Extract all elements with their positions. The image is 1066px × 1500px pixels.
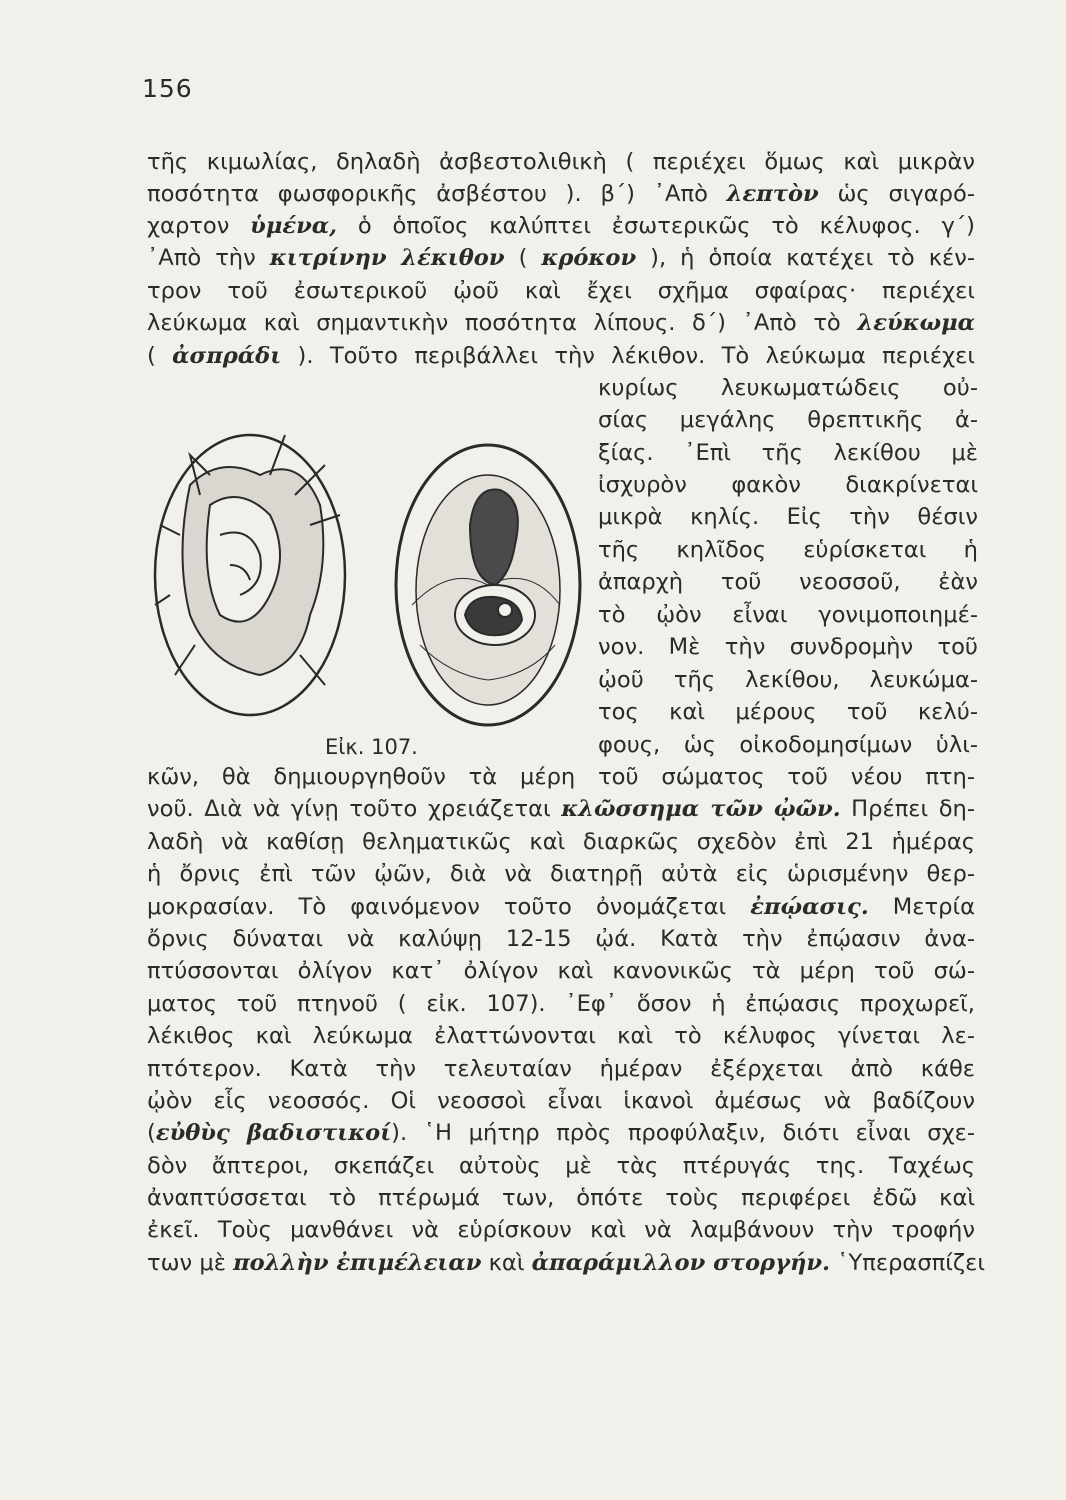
text-line <box>147 990 975 1019</box>
text-run: ἀπαρχὴ τοῦ νεοσσοῦ, ἐὰν <box>598 569 978 595</box>
text-line <box>147 1152 975 1181</box>
text-run: ). ῾Η μήτηρ πρὸς προφύλαξιν, διότι εἶναι σχε- <box>391 1120 975 1146</box>
text-run: τος καὶ μέρους τοῦ κελύ- <box>598 699 978 725</box>
text-line <box>147 763 975 792</box>
text-line <box>147 148 975 177</box>
text-run: λέκιθος καὶ λεύκωμα ἐλαττώνονται καὶ τὸ κέλυφος γίνεται λε- <box>147 1023 975 1049</box>
text-run: ῾Υπερασπίζει <box>829 1250 986 1276</box>
emphasized-term: κιτρίνην λέκιθον <box>269 245 505 271</box>
figure-caption: Εἰκ. 107. <box>325 735 418 759</box>
text-run: ἐκεῖ. Τοὺς μανθάνει νὰ εὑρίσκουν καὶ νὰ λαμβάνουν τὴν τροφήν <box>147 1217 975 1243</box>
text-run: τρον τοῦ ἐσωτερικοῦ ᾠοῦ καὶ ἔχει σχῆμα σφαίρας· περιέχει <box>147 278 975 304</box>
text-run: χαρτον <box>147 213 251 239</box>
text-run: Μετρία <box>868 894 975 920</box>
text-run: ( <box>147 1120 156 1146</box>
text-run: πτότερον. Κατὰ τὴν τελευταίαν ἡμέραν ἐξέρχεται ἀπὸ κάθε <box>147 1056 975 1082</box>
text-line <box>147 1087 975 1116</box>
text-line <box>147 342 975 371</box>
emphasized-term: ἀσπράδι <box>172 343 282 369</box>
emphasized-term: κλῶσσημα τῶν ᾠῶν. <box>561 796 841 822</box>
text-run: ἀναπτύσσεται τὸ πτέρωμά των, ὁπότε τοὺς περιφέρει ἐδῶ καὶ <box>147 1185 975 1211</box>
text-run: ὄρνις δύναται νὰ καλύψῃ 12-15 ᾠά. Κατὰ τὴν ἐπῴασιν ἀνα- <box>147 926 975 952</box>
text-run: τῆς κηλῖδος εὑρίσκεται ἡ <box>598 537 978 563</box>
text-run: φους, ὡς οἰκοδομησίμων ὑλι- <box>598 732 978 758</box>
text-line <box>598 666 978 695</box>
text-run: ( <box>147 343 173 369</box>
text-run: ματος τοῦ πτηνοῦ ( εἰκ. 107). ᾽Εφ᾽ ὅσον ἡ ἐπῴασις προχωρεῖ, <box>147 991 975 1017</box>
text-line <box>147 925 975 954</box>
text-run: νοῦ. Διὰ νὰ γίνῃ τοῦτο χρειάζεται <box>147 796 562 822</box>
text-line <box>147 1119 975 1148</box>
figure-eggs <box>150 415 595 735</box>
text-line <box>147 309 975 338</box>
text-run: τὸ ᾠὸν εἶναι γονιμοποιημέ- <box>598 602 978 628</box>
text-run: τῆς κιμωλίας, δηλαδὴ ἀσβεστολιθικὴ ( περιέχει ὅμως καὶ μικρὰν <box>147 149 975 175</box>
emphasized-term: κρόκον <box>541 245 637 271</box>
text-run: σίας μεγάλης θρεπτικῆς ἀ- <box>598 407 978 433</box>
text-run: ἰσχυρὸν φακὸν διακρίνεται <box>598 472 978 498</box>
text-run: ποσότητα φωσφορικῆς ἀσβέστου ). β΄) ᾽Απὸ <box>147 181 727 207</box>
text-line <box>147 860 975 889</box>
text-line <box>147 180 975 209</box>
emphasized-term: ἐπῴασις. <box>750 894 869 920</box>
text-line <box>598 601 978 630</box>
text-line <box>598 503 978 532</box>
text-run: λεύκωμα καὶ σημαντικὴν ποσότητα λίπους. δ΄) ᾽Απὸ τὸ <box>147 310 858 336</box>
text-line <box>598 633 978 662</box>
text-line <box>147 244 975 273</box>
text-line <box>147 795 975 824</box>
emphasized-term: ἀπαράμιλλον στοργήν. <box>531 1250 830 1276</box>
text-run: κυρίως λευκωματώδεις οὐ- <box>598 375 978 401</box>
text-line <box>147 957 975 986</box>
text-run: των μὲ <box>147 1250 234 1276</box>
text-run: μοκρασίαν. Τὸ φαινόμενον τοῦτο ὀνομάζεται <box>147 894 751 920</box>
text-line <box>147 893 975 922</box>
page-number: 156 <box>142 74 193 103</box>
emphasized-term: λεπτὸν <box>726 181 819 207</box>
text-line <box>147 1184 975 1213</box>
emphasized-term: πολλὴν ἐπιμέλειαν <box>233 1250 482 1276</box>
text-run: κῶν, θὰ δημιουργηθοῦν τὰ μέρη τοῦ σώματος τοῦ νέου πτη- <box>147 764 975 790</box>
text-line <box>598 698 978 727</box>
text-run: Πρέπει δη- <box>840 796 975 822</box>
text-run: λαδὴ νὰ καθίσῃ θεληματικῶς καὶ διαρκῶς σχεδὸν ἐπὶ 21 ἡμέρας <box>147 829 975 855</box>
text-run: ). Τοῦτο περιβάλλει τὴν λέκιθον. Τὸ λεύκωμα περιέχει <box>281 343 975 369</box>
emphasized-term: λεύκωμα <box>857 310 975 336</box>
emphasized-term: ὑμένα, <box>250 213 338 239</box>
text-run: δὸν ἄπτεροι, σκεπάζει αὐτοὺς μὲ τὰς πτέρυγάς της. Ταχέως <box>147 1153 975 1179</box>
text-line <box>598 536 978 565</box>
text-line <box>598 439 978 468</box>
text-run: καὶ <box>481 1250 532 1276</box>
text-line <box>147 1216 975 1245</box>
text-run: πτύσσονται ὀλίγον κατ᾽ ὀλίγον καὶ κανονικῶς τὰ μέρη τοῦ σώ- <box>147 958 975 984</box>
text-run: ὡς σιγαρό- <box>818 181 975 207</box>
text-run: ), ἡ ὁποία κατέχει τὸ κέν- <box>636 245 976 271</box>
text-line <box>598 374 978 403</box>
egg-illustration <box>150 415 595 735</box>
embryo-egg-drawing <box>396 445 580 725</box>
text-line <box>598 406 978 435</box>
text-run: ᾠοῦ τῆς λεκίθου, λευκώμα- <box>598 667 978 693</box>
text-run: μικρὰ κηλίς. Εἰς τὴν θέσιν <box>598 504 978 530</box>
text-run: ᾽Απὸ τὴν <box>147 245 270 271</box>
text-line <box>598 731 978 760</box>
text-line <box>147 1055 975 1084</box>
text-line <box>147 828 975 857</box>
hatching-egg-drawing <box>155 435 345 715</box>
emphasized-term: εὐθὺς βαδιστικοί <box>155 1120 392 1146</box>
text-line <box>147 277 975 306</box>
text-line <box>147 1249 986 1278</box>
text-run: ὁ ὁποῖος καλύπτει ἐσωτερικῶς τὸ κέλυφος. γ΄) <box>337 213 975 239</box>
text-run: ξίας. ᾽Επὶ τῆς λεκίθου μὲ <box>598 440 978 466</box>
text-run: ( <box>504 245 542 271</box>
text-line <box>598 568 978 597</box>
text-run: ἡ ὄρνις ἐπὶ τῶν ᾠῶν, διὰ νὰ διατηρῇ αὐτὰ εἰς ὡρισμένην θερ- <box>147 861 975 887</box>
text-run: ᾠὸν εἷς νεοσσός. Οἱ νεοσσοὶ εἶναι ἱκανοὶ ἀμέσως νὰ βαδίζουν <box>147 1088 975 1114</box>
text-line <box>147 1022 975 1051</box>
text-run: νον. Μὲ τὴν συνδρομὴν τοῦ <box>598 634 978 660</box>
text-line <box>147 212 975 241</box>
text-line <box>598 471 978 500</box>
